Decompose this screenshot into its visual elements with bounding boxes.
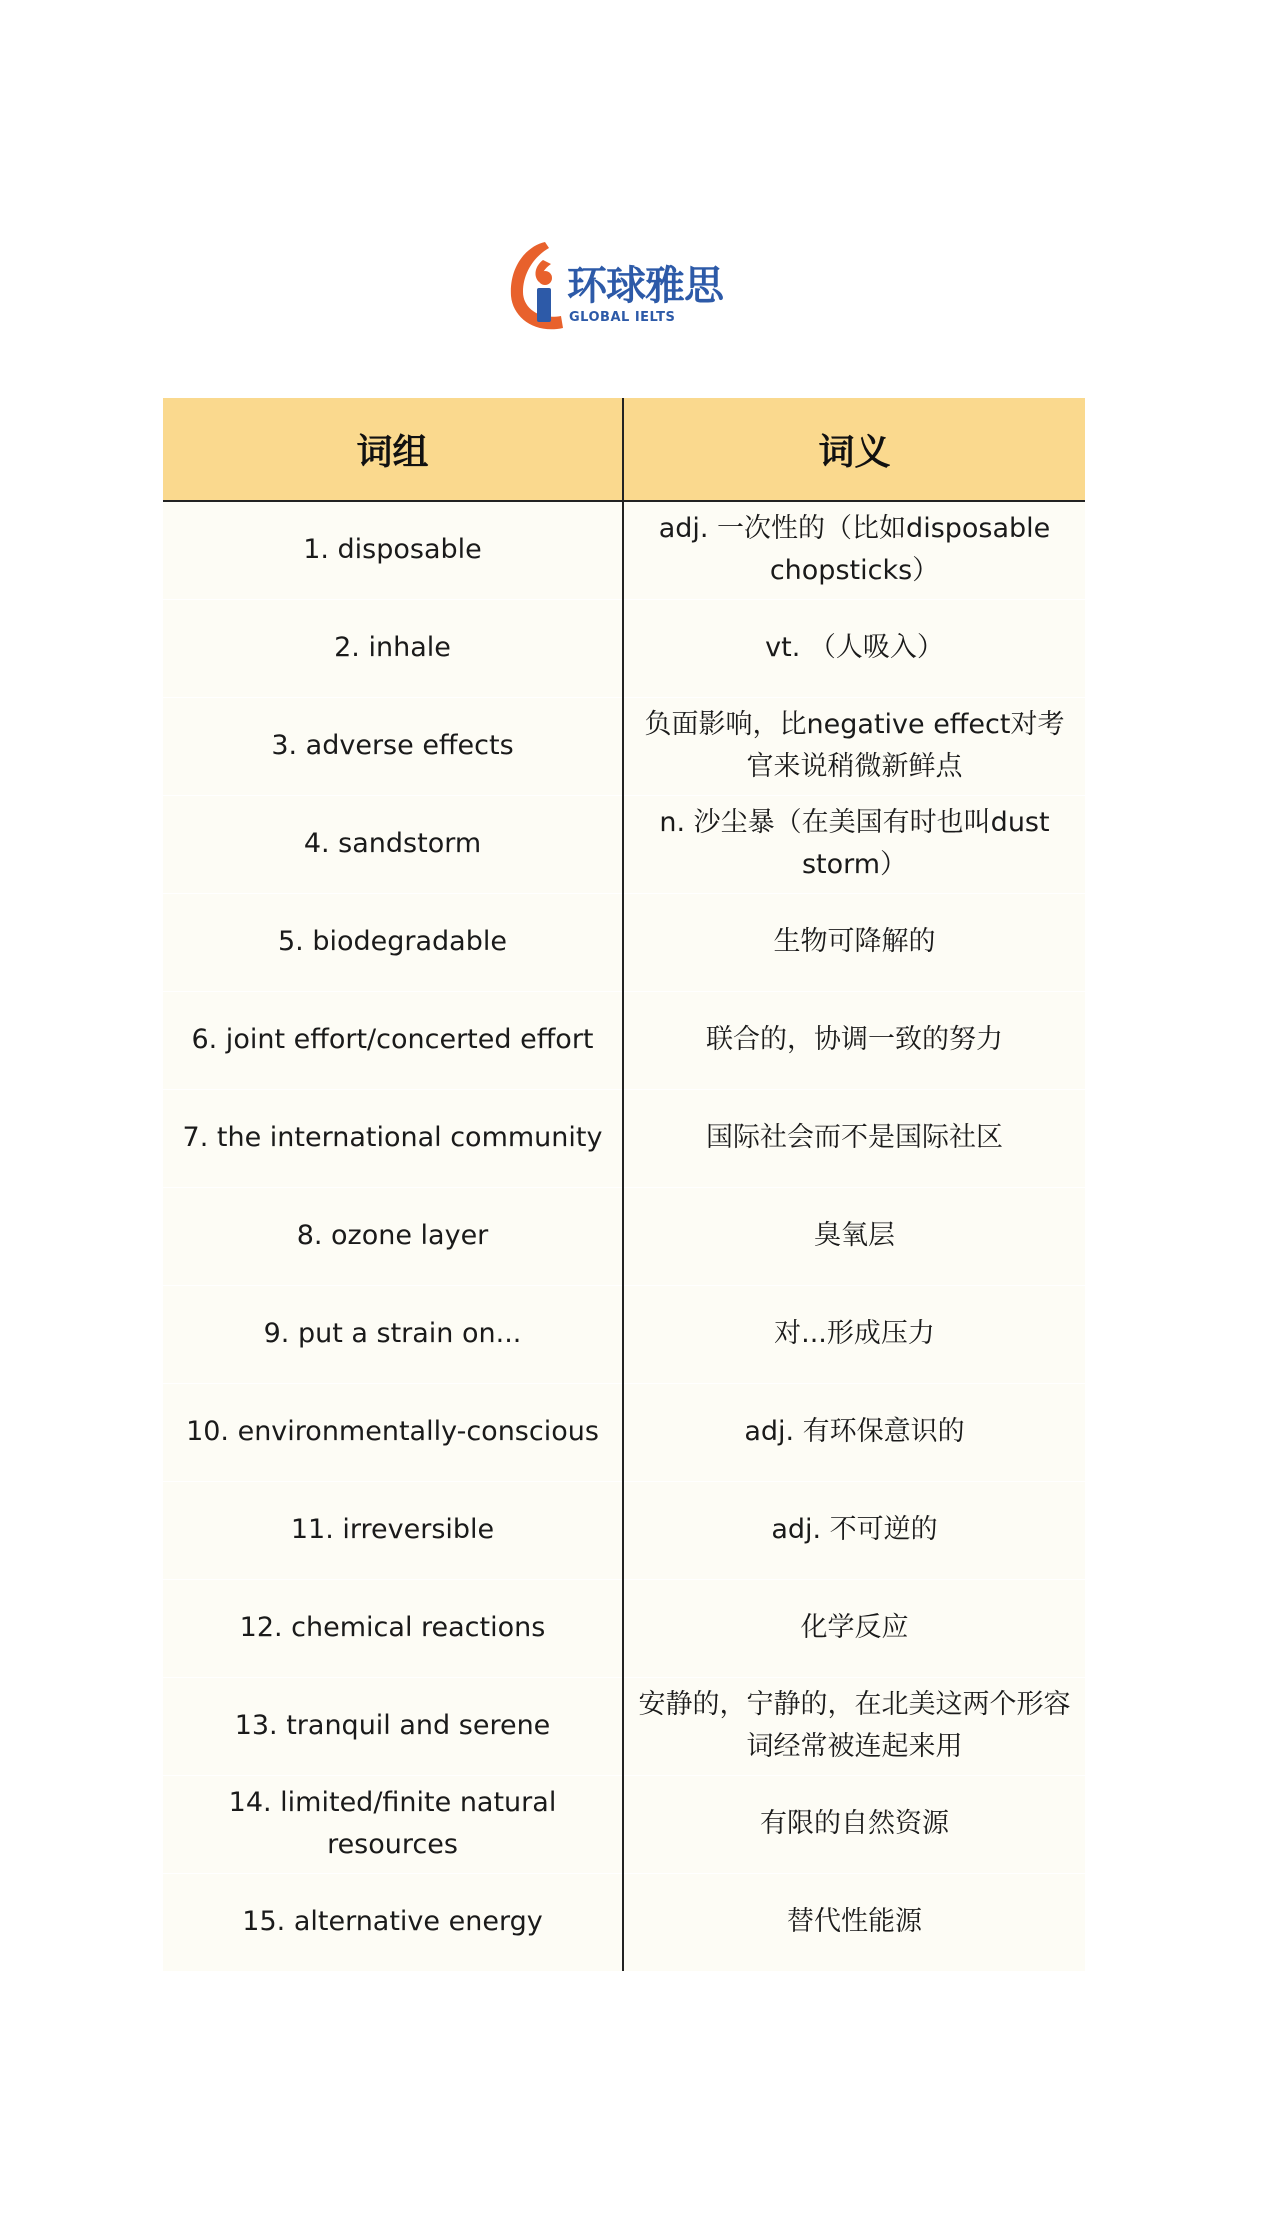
logo-english-name: GLOBAL IELTS — [569, 310, 676, 325]
row-term: 3. adverse effects — [163, 697, 623, 795]
table-row — [163, 1285, 1085, 1383]
table-row — [163, 1089, 1085, 1187]
vocabulary-table — [163, 398, 1085, 1971]
table-row — [163, 1873, 1085, 1971]
global-ielts-logo — [505, 238, 735, 336]
row-term: 8. ozone layer — [163, 1187, 623, 1285]
table-row — [163, 991, 1085, 1089]
row-meaning: adj. 不可逆的 — [623, 1481, 1085, 1579]
header-meaning: 词义 — [623, 398, 1085, 501]
row-term: 15. alternative energy — [163, 1873, 623, 1971]
row-term: 12. chemical reactions — [163, 1579, 623, 1677]
logo-emblem-icon — [505, 238, 569, 336]
table-row — [163, 893, 1085, 991]
table-row — [163, 1677, 1085, 1775]
row-term: 1. disposable — [163, 501, 623, 599]
row-term: 2. inhale — [163, 599, 623, 697]
row-meaning: 替代性能源 — [623, 1873, 1085, 1971]
row-term: 13. tranquil and serene — [163, 1677, 623, 1775]
table-row — [163, 795, 1085, 893]
row-meaning: 臭氧层 — [623, 1187, 1085, 1285]
table-row — [163, 1579, 1085, 1677]
row-meaning: 联合的，协调一致的努力 — [623, 991, 1085, 1089]
table-row — [163, 501, 1085, 599]
row-term: 7. the international community — [163, 1089, 623, 1187]
row-term: 6. joint effort/concerted effort — [163, 991, 623, 1089]
row-meaning: adj. 一次性的（比如disposable chopsticks） — [623, 501, 1085, 599]
row-term: 11. irreversible — [163, 1481, 623, 1579]
header-term: 词组 — [163, 398, 623, 501]
row-meaning: 对...形成压力 — [623, 1285, 1085, 1383]
row-meaning: 国际社会而不是国际社区 — [623, 1089, 1085, 1187]
row-meaning: vt. （人吸入） — [623, 599, 1085, 697]
table-row — [163, 1187, 1085, 1285]
row-term: 4. sandstorm — [163, 795, 623, 893]
row-meaning: 负面影响，比negative effect对考官来说稍微新鲜点 — [623, 697, 1085, 795]
table-body — [163, 501, 1085, 1971]
table-row — [163, 1481, 1085, 1579]
row-term: 14. limited/finite natural resources — [163, 1775, 623, 1873]
table-row — [163, 1383, 1085, 1481]
row-meaning: n. 沙尘暴（在美国有时也叫dust storm） — [623, 795, 1085, 893]
row-term: 9. put a strain on... — [163, 1285, 623, 1383]
table-row — [163, 1775, 1085, 1873]
row-meaning: 生物可降解的 — [623, 893, 1085, 991]
row-meaning: adj. 有环保意识的 — [623, 1383, 1085, 1481]
row-meaning: 有限的自然资源 — [623, 1775, 1085, 1873]
logo-chinese-name: 环球雅思 — [567, 263, 723, 309]
row-meaning: 化学反应 — [623, 1579, 1085, 1677]
table-row — [163, 599, 1085, 697]
row-term: 10. environmentally-conscious — [163, 1383, 623, 1481]
table-header-row — [163, 398, 1085, 501]
row-term: 5. biodegradable — [163, 893, 623, 991]
row-meaning: 安静的，宁静的，在北美这两个形容词经常被连起来用 — [623, 1677, 1085, 1775]
table-row — [163, 697, 1085, 795]
